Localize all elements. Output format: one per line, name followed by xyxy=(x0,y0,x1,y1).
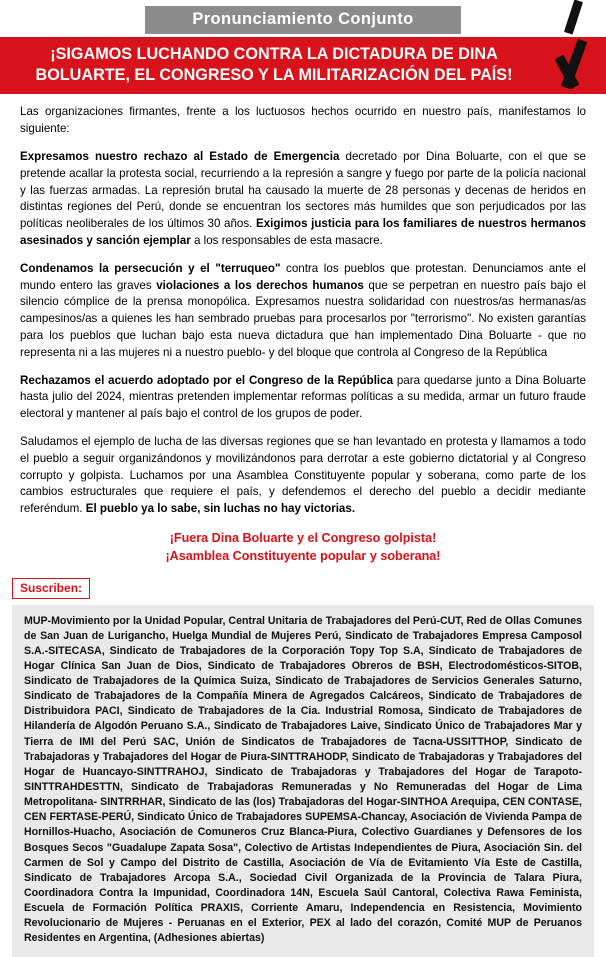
p2-rest: que se perpetran en nuestro país bajo el silencio cómplice de la prensa monopólica. Expresamos nuestra solidaridad con nuestros/as hermanas/as campesinos/as a quienes les han sembrado pruebas para procesarlos por "terrorismo". No existen garantías para los pueblos que luchan bajo esta nueva dictadura que han implementado Dina Boluarte - que no representa ni a las mujeres ni a nuestro pueblo- y del bloque que controla al Congreso de la República xyxy=(20,278,586,359)
mourning-ribbon-large-icon xyxy=(556,39,590,91)
p1-bold-tail: Exigimos justicia para los familiares de nuestros hermanos asesinados y sanción ejemplar xyxy=(20,217,586,248)
p3-rest: para quedarse junto a Dina Boluarte hasta julio del 2024, mientras pretenden implementar reformas políticas a su medida, armar un futuro fraude electoral y mantener al país bajo el control de los grupos de poder. xyxy=(20,373,586,421)
p2-bold2: violaciones a los derechos humanos xyxy=(156,278,364,292)
p2-lead: Condenamos la persecución y el "terruqueo" xyxy=(20,261,281,275)
slogan-line-1: ¡Fuera Dina Boluarte y el Congreso golpista! xyxy=(169,531,437,545)
paragraph-4 xyxy=(20,434,586,518)
p1-tail: a los responsables de esta masacre. xyxy=(190,234,383,248)
main-title-banner xyxy=(0,37,606,94)
paragraph-1 xyxy=(20,149,586,250)
intro-text: Las organizaciones firmantes, frente a los luctuosos hechos ocurrido en nuestro país, manifestamos lo siguiente: xyxy=(20,105,586,136)
p3-lead: Rechazamos el acuerdo adoptado por el Congreso de la República xyxy=(20,373,394,387)
paragraph-3 xyxy=(20,373,586,423)
suscriben-label-row xyxy=(0,578,606,599)
p1-rest: decretado por Dina Boluarte, con el que se pretende acallar la protesta social, recurriendo a la represión a sangre y fuego por parte de la policía nacional y las fuerzas armadas. La represión brutal ha causado la muerte de 28 personas y decenas de heridos en distintas regiones del Perú, donde se encuentran los sectores más humildes que son perjudicados por las políticas neoliberales de los últimos 30 años. xyxy=(20,150,586,231)
p4-bold-tail: El pueblo ya lo sabe, sin luchas no hay victorias. xyxy=(85,502,356,516)
suscriben-label: Suscriben: xyxy=(12,578,90,599)
page-title: ¡SIGAMOS LUCHANDO CONTRA LA DICTADURA DE DINA BOLUARTE, EL CONGRESO Y LA MILITARIZACIÓN DEL PAÍS! xyxy=(35,45,513,84)
signers-tail: (Adhesiones abiertas) xyxy=(153,932,265,945)
p4-text: Saludamos el ejemplo de lucha de las diversas regiones que se han levantado en protesta y llamamos a todo el pueblo a seguir organizándonos y movilizándonos para derrotar a este gobierno dictatorial y al Congreso corrupto y golpista. Luchamos por una Asamblea Constituyente popular y soberana, como parte de los cambios estructurales que requiere el país, y defendemos el derecho del pueblo a decidir mediante referéndum. xyxy=(20,435,586,516)
document-header xyxy=(0,0,606,34)
paragraph-intro xyxy=(20,104,586,138)
mourning-ribbon-icon xyxy=(558,0,588,34)
slogan-line-2: ¡Asamblea Constituyente popular y soberana! xyxy=(165,549,441,564)
signers-list xyxy=(12,605,594,957)
signers-text: MUP-Movimiento por la Unidad Popular, Central Unitaria de Trabajadores del Perú-CUT, Red de Ollas Comunes de San Juan de Lurigancho, Huelga Mundial de Mujeres Perú, Sindicato de Trabajadores Empresa Camposol S.A.-SITECASA, Sindicato de Trabajadores de la Corporación Topy Top S.A, Sindicato de Trabajadores de Hogar Clínica San Juan de Dios, Sindicato de Trabajadores Obreros de BSH, Electrodomésticos-SITOB, Sindicato de Trabajadores de la Química Suiza, Sindicato de Trabajadores de Servicios Generales Saturno, Sindicato de Trabajadores de la Compañía Minera de Agregados Calcáreos, Sindicato de Trabajadores de Distribuidora PACI, Sindicato de Trabajadores de la Cia. Industrial Romosa, Sindicato de Trabajadores de Hilandería de Algodón Peruano S.A., Sindicato de Trabajadores Laive, Sindicato Único de Trabajadores Mar y Tierra de IMI del Perú SAC, Unión de Sindicatos de Trabajadores de Tacna-USSITTHOP, Sindicato de Trabajadoras y Trabajadores del Hogar de Piura-SINTTRAHODP, Sindicato de Trabajadoras y Trabajadores del Hogar de Huancayo-SINTTRAHOJ, Sindicato de Trabajadoras y Trabajadores del Hogar de Tarapoto-SINTTRAHDESTTN, Sindicato de Trabajadoras Remuneradas y No Remuneradas del Hogar de Lima Metropolitana- SINTRRHAR, Sindicato de las (los) Trabajadoras del Hogar-SINTHOA Arequipa, CEN CONTASE, CEN FERTASE-PERÚ, Sindicato Único de Trabajadores SUPEMSA-Chancay, Asociación de Vivienda Pampa de Hornillos-Huacho, Asociación de Comuneros Cruz Blanca-Piura, Colectivo Guardianes y Defensores de los Bosques Secos "Guadalupe Zapata Sosa", Colectivo de Artistas Independientes de Piura, Asociación Sin. del Carmen de Sol y Campo del Distrito de Castilla, Asociación de Vía de Evitamiento Vía Este de Castilla, Sindicato de Trabajadores Arcopa S.A., Sociedad Civil Organizada de la Provincia de Talara Piura, Coordinadora Contra la Impunidad, Coordinadora 14N, Escuela Saúl Cantoral, Colectiva Rawa Feminista, Escuela de Formación Política PRAXIS, Corriente Amaru, Independencia en Resistencia, Movimiento Revolucionario de Mujeres - Peruanas en el Exterior, PEX al lado del corazón, Comité MUP de Peruanos Residentes en Argentina, xyxy=(24,614,582,945)
p2-mid: contra los pueblos que protestan. Denunciamos ante el mundo entero las graves xyxy=(20,261,586,292)
slogan-block xyxy=(20,529,586,566)
p1-lead: Expresamos nuestro rechazo al Estado de Emergencia xyxy=(20,150,340,164)
paragraph-2 xyxy=(20,261,586,362)
document-body xyxy=(0,94,606,565)
kicker-banner: Pronunciamiento Conjunto xyxy=(145,6,461,34)
